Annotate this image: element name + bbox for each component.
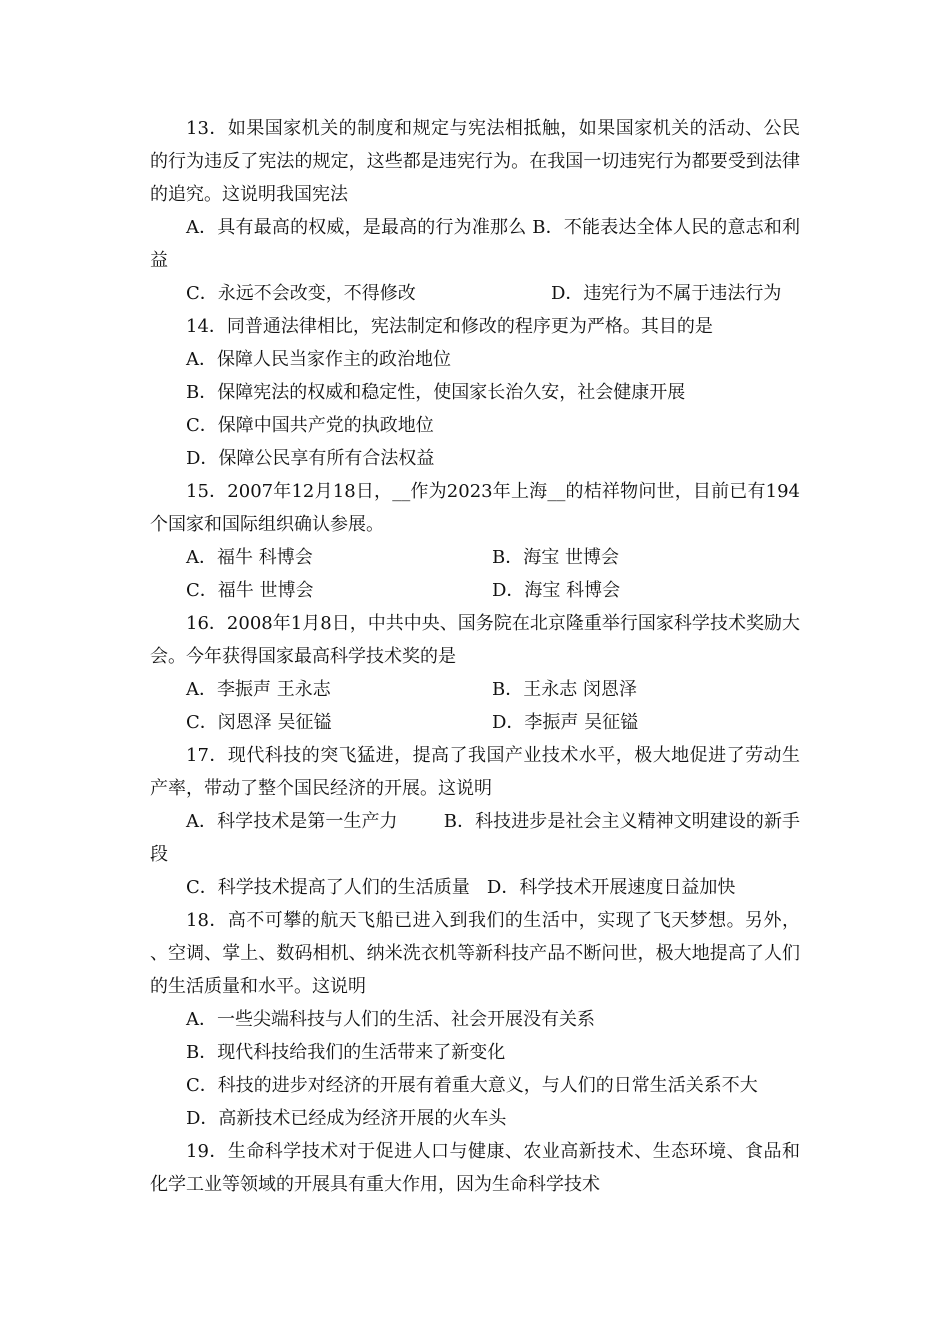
question-18-option-a bbox=[150, 1003, 800, 1036]
option-text: A．一些尖端科技与人们的生活、社会开展没有关系 bbox=[186, 1009, 595, 1030]
option-text: D．高新技术已经成为经济开展的火车头 bbox=[186, 1108, 507, 1129]
question-17-stem: 17．现代科技的突飞猛进，提高了我国产业技术水平，极大地促进了劳动生产率，带动了整个国民经济的开展。这说明 bbox=[150, 745, 800, 799]
question-16-option-b: B．王永志 闵恩泽 bbox=[492, 679, 637, 700]
option-text: D．保障公民享有所有合法权益 bbox=[186, 448, 435, 469]
question-18-stem: 18．高不可攀的航天飞船已进入到我们的生活中，实现了飞天梦想。另外， 、空调、掌上、数码相机、纳米洗衣机等新科技产品不断问世，极大地提高了人们的生活质量和水平。这说明 bbox=[150, 910, 818, 997]
question-14-option-a bbox=[150, 343, 800, 376]
question-18-option-b bbox=[150, 1036, 800, 1069]
option-text: C．科技的进步对经济的开展有着重大意义，与人们的日常生活关系不大 bbox=[186, 1075, 758, 1096]
question-17-options-ab: A．科学技术是第一生产力 B．科技进步是社会主义精神文明建设的新手段 bbox=[150, 811, 800, 865]
question-15-option-a: A．福牛 科博会 bbox=[186, 547, 313, 568]
option-text: A．保障人民当家作主的政治地位 bbox=[186, 349, 451, 370]
question-16-option-c: C．闵恩泽 吴征镒 bbox=[186, 712, 332, 733]
question-13-stem: 13．如果国家机关的制度和规定与宪法相抵触，如果国家机关的活动、公民的行为违反了宪法的规定，这些都是违宪行为。在我国一切违宪行为都要受到法律的追究。这说明我国宪法 bbox=[150, 118, 800, 205]
question-18-option-c bbox=[150, 1069, 800, 1102]
question-13-options-cd bbox=[150, 277, 800, 310]
question-15-stem: 15．2007年12月18日，__作为2023年上海__的桔祥物问世，目前已有194个国家和国际组织确认参展。 bbox=[150, 481, 800, 535]
question-14-option-b bbox=[150, 376, 800, 409]
question-15-option-c: C．福牛 世博会 bbox=[186, 580, 314, 601]
question-16-option-d: D．李振声 吴征镒 bbox=[492, 712, 639, 733]
question-14-option-d bbox=[150, 442, 800, 475]
question-13-option-c: C．永远不会改变，不得修改 bbox=[186, 283, 416, 304]
option-text: C．保障中国共产党的执政地位 bbox=[186, 415, 434, 436]
question-15-option-d: D．海宝 科博会 bbox=[492, 580, 621, 601]
question-15-options-ab bbox=[150, 541, 800, 574]
question-13-options-ab: A．具有最高的权威，是最高的行为准那么 B．不能表达全体人民的意志和利益 bbox=[150, 217, 800, 271]
question-16-stem: 16．2008年1月8日，中共中央、国务院在北京隆重举行国家科学技术奖励大会。今年获得国家最高科学技术奖的是 bbox=[150, 613, 800, 667]
question-15-option-b: B．海宝 世博会 bbox=[492, 547, 619, 568]
question-13-option-d: D．违宪行为不属于违法行为 bbox=[551, 283, 782, 304]
question-19-stem: 19．生命科学技术对于促进人口与健康、农业高新技术、生态环境、食品和化学工业等领域的开展具有重大作用，因为生命科学技术 bbox=[150, 1141, 800, 1195]
question-list bbox=[150, 112, 818, 1201]
question-16-options-cd bbox=[150, 706, 800, 739]
question-14-option-c bbox=[150, 409, 800, 442]
option-text: B．保障宪法的权威和稳定性，使国家长治久安，社会健康开展 bbox=[186, 382, 686, 403]
question-16-option-a: A．李振声 王永志 bbox=[186, 679, 331, 700]
question-16-options-ab bbox=[150, 673, 800, 706]
question-17-option-cd-text: C．科学技术提高了人们的生活质量 D．科学技术开展速度日益加快 bbox=[186, 877, 736, 898]
question-17-options-cd bbox=[150, 871, 800, 904]
question-15-options-cd bbox=[150, 574, 800, 607]
option-text: B．现代科技给我们的生活带来了新变化 bbox=[186, 1042, 506, 1063]
question-18-option-d bbox=[150, 1102, 800, 1135]
question-14-stem: 14．同普通法律相比，宪法制定和修改的程序更为严格。其目的是 bbox=[186, 316, 713, 337]
